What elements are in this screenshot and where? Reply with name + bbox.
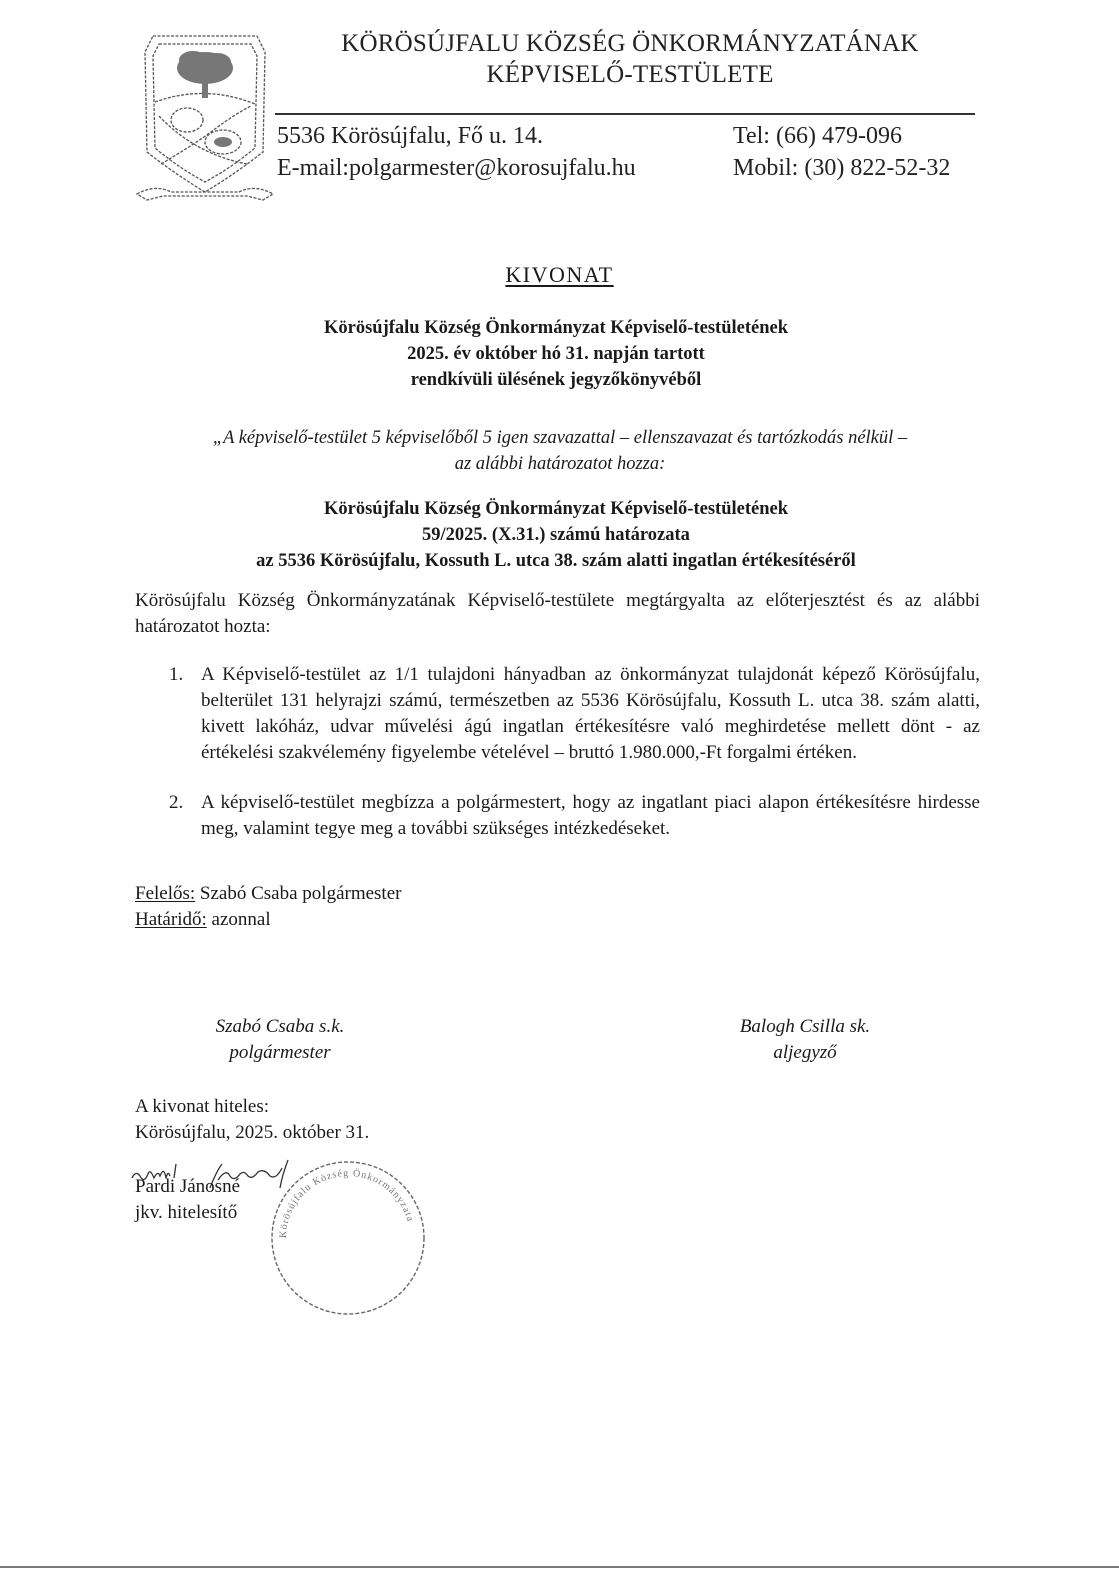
resolution-items xyxy=(135,662,980,866)
page-bottom-edge xyxy=(0,1566,1119,1568)
svg-text:Körösújfalu Község Önkormányza xyxy=(278,1167,416,1238)
decision-heading xyxy=(0,496,1112,574)
responsible-line xyxy=(135,881,401,907)
intro-line: rendkívüli ülésének jegyzőkönyvéből xyxy=(410,370,702,390)
resolution-item xyxy=(135,790,980,842)
intro-line: Körösújfalu Község Önkormányzat Képviselő-testületének xyxy=(324,318,788,338)
item-number: 2. xyxy=(169,792,184,813)
org-title-line1: KÖRÖSÚJFALU KÖZSÉG ÖNKORMÁNYZATÁNAK xyxy=(341,30,919,57)
postal-address: 5536 Körösújfalu, Fő u. 14. xyxy=(277,123,543,149)
certification-line: A kivonat hiteles: xyxy=(135,1096,270,1117)
decision-line: az 5536 Körösújfalu, Kossuth L. utca 38. szám alatti ingatlan értékesítéséről xyxy=(256,551,856,571)
minutes-authenticator xyxy=(135,1174,240,1226)
signer-role: polgármester xyxy=(229,1042,331,1063)
signature-mayor xyxy=(190,1014,370,1066)
organization-title xyxy=(275,28,985,90)
item-number: 1. xyxy=(169,664,184,685)
certification-block xyxy=(135,1094,369,1146)
org-title-line2: KÉPVISELŐ-TESTÜLETE xyxy=(486,61,774,88)
resolution-item xyxy=(135,662,980,766)
certification-place-date: Körösújfalu, 2025. október 31. xyxy=(135,1122,370,1143)
email-address: E-mail:polgarmester@korosujfalu.hu xyxy=(277,155,636,181)
authenticator-role: jkv. hitelesítő xyxy=(135,1202,238,1223)
telephone: Tel: (66) 479-096 xyxy=(733,123,902,149)
stamp-text: Körösújfalu Község Önkormányzata xyxy=(277,1167,416,1239)
official-stamp-seal xyxy=(268,1158,428,1318)
preamble-paragraph: Körösújfalu Község Önkormányzatának Képviselő-testülete megtárgyalta az előterjesztést és az alábbi határozatot hozta: xyxy=(135,590,980,637)
signer-name: Szabó Csaba s.k. xyxy=(215,1016,345,1037)
document-title-text: KIVONAT xyxy=(505,262,614,287)
quote-line: az alábbi határozatot hozza: xyxy=(454,454,666,474)
contact-phones xyxy=(733,120,950,184)
responsible-value: Szabó Csaba polgármester xyxy=(195,883,402,904)
vote-quote xyxy=(130,425,990,477)
deadline-line xyxy=(135,907,401,933)
contact-address xyxy=(277,120,636,184)
decision-line: 59/2025. (X.31.) számú határozata xyxy=(422,525,690,545)
signature-deputy-notary xyxy=(720,1014,890,1066)
responsibility-block xyxy=(135,881,401,933)
responsible-label: Felelős: xyxy=(135,883,196,904)
item-text: A képviselő-testület megbízza a polgármestert, hogy az ingatlant piaci alapon értékesítésre hirdesse meg, valamint tegye meg a további szükséges intézkedéseket. xyxy=(201,792,980,839)
intro-line: 2025. év október hó 31. napján tartott xyxy=(407,344,705,364)
item-text: A Képviselő-testület az 1/1 tulajdoni hányadban az önkormányzat tulajdonát képező Körösújfalu, belterület 131 helyrajzi számú, természetben az 5536 Körösújfalu, Kossuth L. utca 38. szám alatti, kivett lakóház, udvar művelési ágú ingatlan értékesítésre való meghirdetése mellett dönt - az értékelési szakvélemény figyelembe vételével – bruttó 1.980.000,-Ft forgalmi értéken. xyxy=(201,664,980,763)
authenticator-name: Pardi Jánosné xyxy=(135,1176,241,1197)
decision-line: Körösújfalu Község Önkormányzat Képviselő-testületének xyxy=(324,499,788,519)
deadline-value: azonnal xyxy=(206,909,271,930)
coat-of-arms-logo xyxy=(135,24,275,204)
header-divider xyxy=(275,113,975,115)
signer-role: aljegyző xyxy=(773,1042,837,1063)
mobile-phone: Mobil: (30) 822-52-32 xyxy=(733,155,951,181)
signer-name: Balogh Csilla sk. xyxy=(739,1016,871,1037)
minutes-intro xyxy=(0,315,1112,393)
deadline-label: Határidő: xyxy=(135,909,207,930)
quote-line: „A képviselő-testület 5 képviselőből 5 igen szavazattal – ellenszavazat és tartózkodás nélkül – xyxy=(212,428,908,448)
document-title xyxy=(0,262,1119,288)
